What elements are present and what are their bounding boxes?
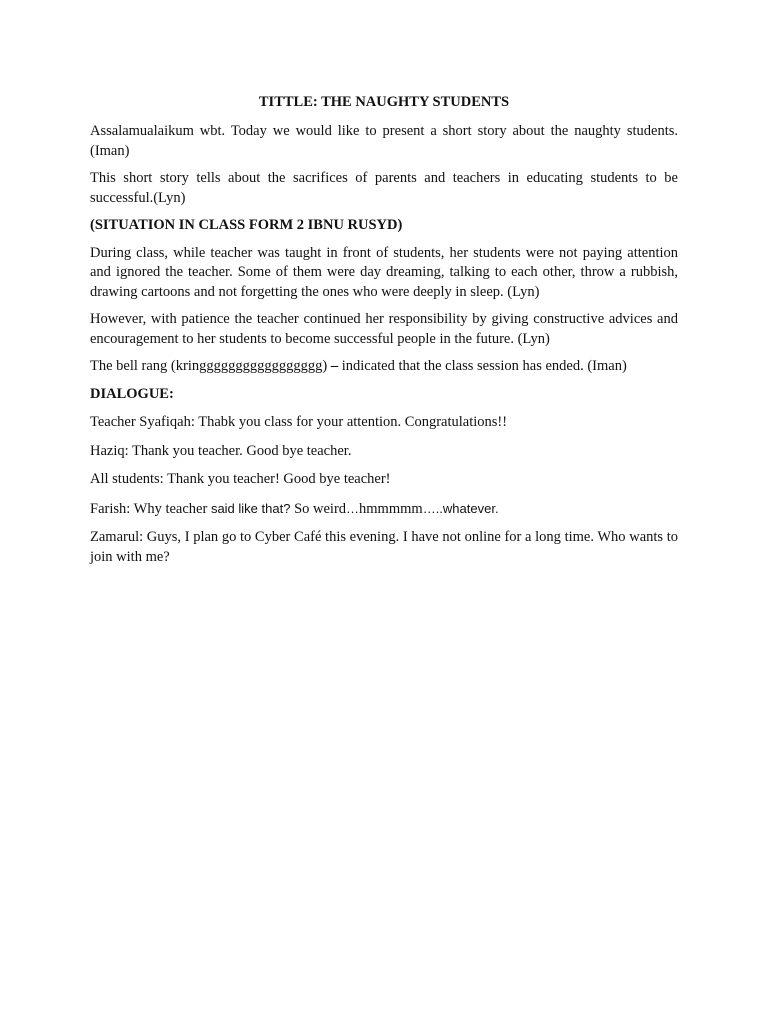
bell-text-end: indicated that the class session has ended. (Iman) xyxy=(338,358,627,374)
dialogue-line-zamarul: Zamarul: Guys, I plan go to Cyber Café this evening. I have not online for a long time. Who wants to join with me? xyxy=(90,529,678,565)
dialogue-line-haziq: Haziq: Thank you teacher. Good bye teacher. xyxy=(90,442,352,459)
bell-dash: – xyxy=(330,358,339,374)
farish-text-e: hmmmmm xyxy=(359,500,423,517)
document-title: TITTLE: THE NAUGHTY STUDENTS xyxy=(258,94,510,110)
bell-paragraph xyxy=(90,357,678,377)
bell-text-start: The bell rang (kringgggggggggggggggg) xyxy=(90,358,331,374)
intro-paragraph: Assalamualaikum wbt. Today we would like to present a short story about the naughty students. (Iman) xyxy=(90,123,678,159)
farish-text-c: So weird xyxy=(290,500,347,517)
dialogue-line-teacher: Teacher Syafiqah: Thabk you class for your attention. Congratulations!! xyxy=(90,414,508,430)
farish-text-g: whatever xyxy=(442,500,495,516)
farish-text-h: . xyxy=(494,500,499,516)
summary-paragraph: This short story tells about the sacrifices of parents and teachers in educating students to be successful.(Lyn) xyxy=(90,170,678,206)
dialogue-line-all-students: All students: Thank you teacher! Good bye teacher! xyxy=(90,471,391,487)
farish-text-d: … xyxy=(346,500,360,516)
patience-paragraph: However, with patience the teacher continued her responsibility by giving constructive advices and encouragement to her students to become successful people in the future. (Lyn) xyxy=(90,311,678,347)
dialogue-line-farish xyxy=(90,499,678,520)
farish-text-f: ….. xyxy=(422,500,443,516)
class-paragraph: During class, while teacher was taught in front of students, her students were not paying attention and ignored the teacher. Some of them were day dreaming, talking to each other, throw a rubbish, drawing cartoons and not forgetting the ones who were deeply in sleep. (Lyn) xyxy=(90,244,678,300)
farish-text-a: Farish: Why teacher xyxy=(90,500,211,517)
farish-text-b: said like that? xyxy=(210,500,291,516)
dialogue-heading: DIALOGUE: xyxy=(90,385,174,402)
situation-heading: (SITUATION IN CLASS FORM 2 IBNU RUSYD) xyxy=(90,217,403,233)
